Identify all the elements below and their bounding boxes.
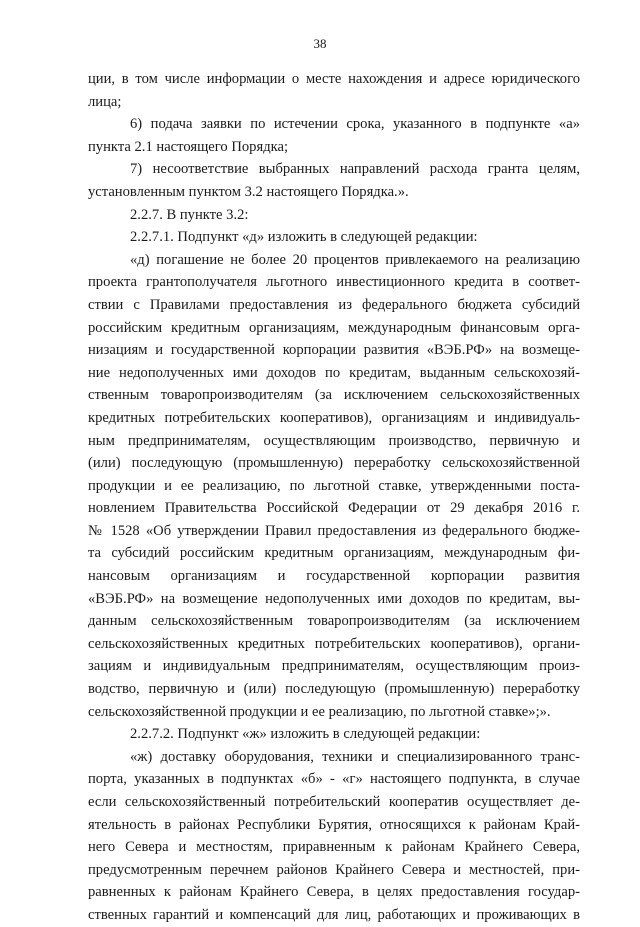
text-line: российским кредитным организациям, международным финансовым орга- — [88, 319, 580, 336]
text-line: проекта грантополучателя льготного инвестиционного кредита в соответ- — [88, 274, 580, 291]
text-line: № 1528 «Об утверждении Правил предоставления из федерального бюдже- — [88, 522, 580, 539]
text-line: 2.2.7. В пункте 3.2: — [130, 206, 249, 223]
text-line: низациям и государственной корпорации развития «ВЭБ.РФ» на возмеще- — [88, 342, 580, 359]
text-line: 6) подача заявки по истечении срока, указанного в подпункте «а» — [130, 116, 580, 133]
text-line: если сельскохозяйственный потребительский кооператив осуществляет де- — [88, 794, 580, 810]
text-line: ние недополученных ими доходов по кредитам, выданным сельскохозяй- — [88, 364, 580, 381]
page-number: 38 — [313, 36, 327, 51]
text-line: ным предпринимателям, осуществляющим производство, первичную и — [88, 432, 580, 449]
text-line: установленным пунктом 3.2 настоящего Порядка.». — [88, 183, 409, 200]
text-line: сельскохозяйственных кредитных потребительских кооперативов), органи- — [88, 635, 580, 652]
text-line: «ВЭБ.РФ» на возмещение недополученных ими доходов по кредитам, вы- — [88, 590, 580, 607]
text-line: пункта 2.1 настоящего Порядка; — [88, 138, 289, 155]
text-line: нансовым организациям и государственной корпорации развития — [88, 568, 580, 585]
text-line: лица; — [88, 93, 122, 110]
text-line: новлением Правительства Российской Федерации от 29 декабря 2016 г. — [88, 500, 580, 517]
text-line: сельскохозяйственной продукции и ее реализацию, по льготной ставке»;». — [88, 703, 551, 720]
text-line: предусмотренным перечнем районов Крайнего Севера и местностей, при- — [88, 861, 580, 878]
text-line: ятельность в районах Республики Бурятия, относящихся к районам Край- — [88, 816, 580, 833]
text-line: «д) погашение не более 20 процентов привлекаемого на реализацию — [130, 251, 580, 268]
text-line: (или) последующую (промышленную) переработку сельскохозяйственной — [88, 455, 580, 472]
text-line: 2.2.7.2. Подпункт «ж» изложить в следующей редакции: — [130, 726, 481, 743]
body-text — [88, 68, 580, 927]
text-line: зациям и индивидуальным предпринимателям, осуществляющим произ- — [88, 658, 580, 675]
text-line: ственных гарантий и компенсаций для лиц, работающих и проживающих в — [88, 906, 580, 923]
text-line: равненных к районам Крайнего Севера, в целях предоставления государ- — [88, 884, 580, 901]
text-line: ции, в том числе информации о месте нахождения и адресе юридического — [88, 71, 580, 87]
text-line: ственным товаропроизводителям (за исключением сельскохозяйственных — [88, 387, 580, 404]
text-line: него Севера и местностям, приравненным к районам Крайнего Севера, — [88, 839, 580, 856]
text-line: 2.2.7.1. Подпункт «д» изложить в следующей редакции: — [130, 229, 478, 246]
text-line: водство, первичную и (или) последующую (промышленную) переработку — [88, 681, 580, 698]
text-line: данным сельскохозяйственным товаропроизводителям (за исключением — [88, 613, 580, 630]
text-line: кредитных потребительских кооперативов), организациям и индивидуаль- — [88, 409, 580, 426]
text-line: порта, указанных в подпунктах «б» - «г» настоящего подпункта, в случае — [88, 771, 580, 788]
text-line: продукции и ее реализацию, по льготной ставке, утвержденными поста- — [88, 477, 580, 494]
text-line: «ж) доставку оборудования, техники и специализированного транс- — [130, 748, 580, 765]
text-line: ствии с Правилами предоставления из федерального бюджета субсидий — [88, 296, 580, 313]
text-line: 7) несоответствие выбранных направлений расхода гранта целям, — [130, 161, 580, 178]
text-line: та субсидий российским кредитным организациям, международным фи- — [88, 545, 580, 562]
